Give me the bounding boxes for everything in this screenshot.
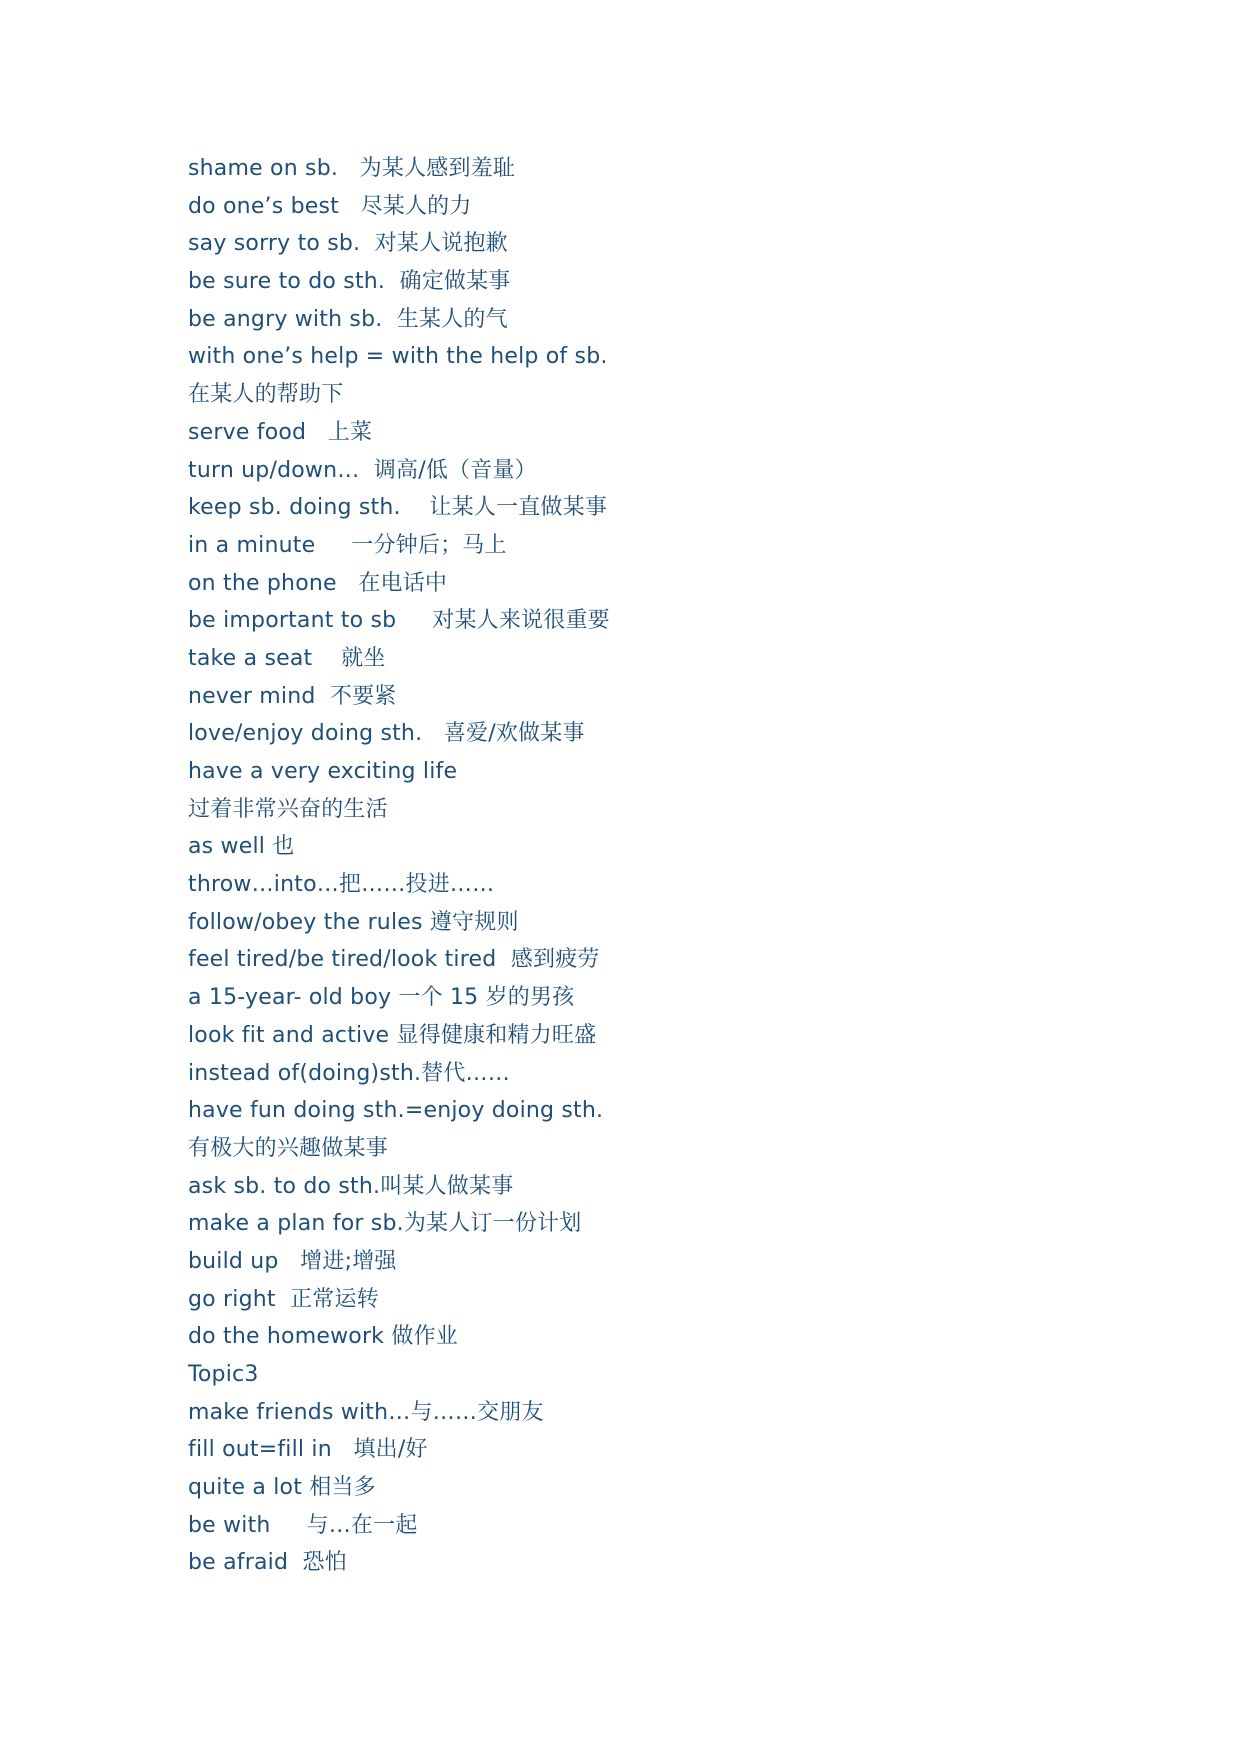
phrase-line: 有极大的兴趣做某事 bbox=[188, 1135, 388, 1161]
phrase-line: have a very exciting life bbox=[188, 759, 458, 784]
phrase-line: serve food 上菜 bbox=[188, 419, 373, 445]
phrase-line: love/enjoy doing sth. 喜爱/欢做某事 bbox=[188, 721, 585, 747]
phrase-line: turn up/down… 调高/低（音量） bbox=[188, 457, 537, 483]
phrase-list bbox=[188, 150, 1168, 1582]
phrase-line: on the phone 在电话中 bbox=[188, 570, 448, 596]
phrase-line: with one’s help = with the help of sb. bbox=[188, 344, 608, 370]
phrase-line: have fun doing sth.=enjoy doing sth. bbox=[188, 1098, 604, 1124]
phrase-line: a 15-year- old boy 一个 15 岁的男孩 bbox=[188, 985, 575, 1011]
phrase-line: fill out=fill in 填出/好 bbox=[188, 1437, 428, 1463]
phrase-line: shame on sb. 为某人感到羞耻 bbox=[188, 156, 516, 181]
phrase-line: build up 增进;增强 bbox=[188, 1248, 397, 1274]
phrase-line: make friends with…与……交朋友 bbox=[188, 1399, 544, 1425]
phrase-line: say sorry to sb. 对某人说抱歉 bbox=[188, 231, 508, 257]
phrase-line: follow/obey the rules 遵守规则 bbox=[188, 909, 519, 935]
phrase-line: in a minute 一分钟后；马上 bbox=[188, 532, 507, 558]
phrase-line: 在某人的帮助下 bbox=[188, 382, 344, 408]
phrase-line: make a plan for sb.为某人订一份计划 bbox=[188, 1211, 582, 1237]
phrase-line: as well 也 bbox=[188, 834, 295, 860]
phrase-line: take a seat 就坐 bbox=[188, 645, 386, 671]
phrase-line: quite a lot 相当多 bbox=[188, 1475, 376, 1501]
phrase-line: be important to sb 对某人来说很重要 bbox=[188, 608, 610, 634]
phrase-line: do one’s best 尽某人的力 bbox=[188, 193, 472, 219]
phrase-line: be angry with sb. 生某人的气 bbox=[188, 306, 508, 332]
phrase-line: keep sb. doing sth. 让某人一直做某事 bbox=[188, 495, 608, 521]
phrase-line: go right 正常运转 bbox=[188, 1286, 379, 1312]
phrase-line: instead of(doing)sth.替代…… bbox=[188, 1060, 510, 1086]
phrase-line: look fit and active 显得健康和精力旺盛 bbox=[188, 1022, 597, 1048]
phrase-line: 过着非常兴奋的生活 bbox=[188, 796, 388, 822]
phrase-line: ask sb. to do sth.叫某人做某事 bbox=[188, 1173, 514, 1199]
phrase-line: be sure to do sth. 确定做某事 bbox=[188, 269, 511, 295]
phrase-line: feel tired/be tired/look tired 感到疲劳 bbox=[188, 947, 600, 973]
section-heading: Topic3 bbox=[188, 1362, 259, 1387]
phrase-line: be afraid 恐怕 bbox=[188, 1550, 347, 1576]
phrase-line: do the homework 做作业 bbox=[188, 1324, 458, 1350]
phrase-line: never mind 不要紧 bbox=[188, 683, 397, 709]
phrase-line: throw…into…把……投进…… bbox=[188, 872, 495, 898]
phrase-line: be with 与…在一起 bbox=[188, 1512, 418, 1538]
